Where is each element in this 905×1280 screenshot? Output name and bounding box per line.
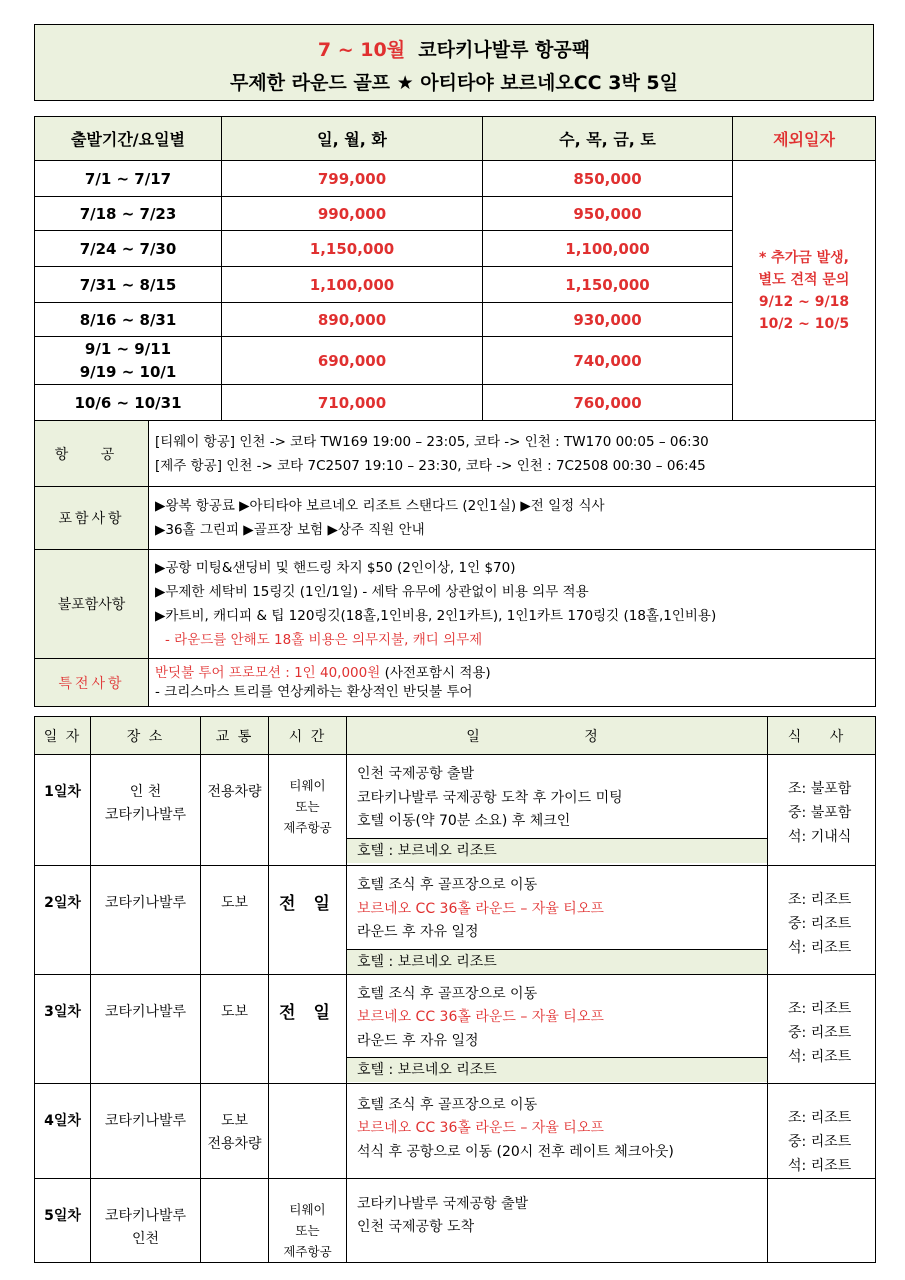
plan-line: 보르네오 CC 36홀 라운드 – 자율 티오프 — [357, 1120, 604, 1136]
price-header-weekday1: 일, 월, 화 — [222, 117, 483, 161]
price-period-text: 8/16 ~ 8/31 — [79, 310, 177, 329]
price-weekday2: 740,000 — [483, 337, 733, 385]
hotel-bar: 호텔 : 보르네오 리조트 — [347, 949, 767, 974]
price-weekday2: 930,000 — [483, 303, 733, 337]
schedule-day: 3일차 — [35, 974, 91, 1083]
exclusion-line: 9/12 ~ 9/18 — [758, 293, 850, 310]
plan-line: 코타키나발루 국제공항 출발 — [357, 1195, 529, 1212]
plan-line: 라운드 후 자유 일정 — [357, 924, 479, 940]
plan-line: 인천 국제공항 도착 — [357, 1219, 475, 1235]
price-period — [35, 337, 222, 385]
schedule-row — [35, 866, 876, 975]
plan-line: 호텔 조식 후 골프장으로 이동 — [357, 1096, 538, 1113]
plan-line: 호텔 조식 후 골프장으로 이동 — [357, 985, 538, 1002]
special-condition: (사전포함시 적용) — [380, 664, 491, 681]
transport-line: 전용차량 — [207, 1135, 262, 1152]
time-line: 제주항공 — [283, 820, 332, 835]
meal-line: 조: 불포함 — [788, 781, 852, 797]
schedule-transport — [201, 1178, 269, 1262]
price-weekday1: 1,150,000 — [222, 231, 483, 267]
sched-header-plan: 일 정 — [347, 717, 768, 755]
exclude-line: ▶카트비, 캐디피 & 팁 120링깃(18홀,1인비용, 2인1카트), 1인1카트 170링깃 (18홀,1인비용) — [155, 608, 717, 624]
price-period-text: 7/24 ~ 7/30 — [79, 239, 177, 258]
special-line-2: - 크리스마스 트리를 연상케하는 환상적인 반딧불 투어 — [155, 683, 473, 700]
place-line: 인 천 — [129, 784, 162, 800]
sched-header-time: 시 간 — [269, 717, 347, 755]
schedule-meal — [768, 866, 876, 975]
include-line: ▶왕복 항공료 ▶아티타야 보르네오 리조트 스탠다드 (2인1실) ▶전 일정 식사 — [155, 498, 605, 514]
price-weekday1: 890,000 — [222, 303, 483, 337]
price-weekday2: 760,000 — [483, 385, 733, 421]
meal-line: 석: 리조트 — [788, 1048, 852, 1065]
meal-line: 조: 리조트 — [788, 1000, 852, 1017]
schedule-transport — [201, 1083, 269, 1178]
special-label: 특전사항 — [35, 659, 149, 707]
time-line: 또는 — [295, 1222, 320, 1238]
schedule-day: 2일차 — [35, 866, 91, 975]
schedule-time — [269, 1178, 347, 1262]
title-line-1 — [35, 35, 873, 62]
sched-header-day: 일 자 — [35, 717, 91, 755]
flight-line-jeju: [제주 항공] 인천 -> 코타 7C2507 19:10 – 23:30, 코타 -> 인천 : 7C2508 00:30 – 06:45 — [155, 457, 706, 474]
special-content — [149, 659, 876, 707]
meal-line: 조: 리조트 — [788, 1109, 852, 1126]
transport-line: 전용차량 — [207, 784, 262, 800]
schedule-place — [91, 974, 201, 1083]
special-line-1 — [155, 664, 875, 683]
price-weekday1: 690,000 — [222, 337, 483, 385]
schedule-place — [91, 1178, 201, 1262]
plan-line: 라운드 후 자유 일정 — [357, 1032, 479, 1049]
meal-line: 중: 불포함 — [788, 805, 852, 821]
exclusion-line: 별도 견적 문의 — [758, 271, 850, 288]
transport-line: 도보 — [220, 1112, 249, 1129]
meal-line: 석: 기내식 — [788, 829, 852, 845]
sched-header-transport: 교 통 — [201, 717, 269, 755]
schedule-plan — [347, 974, 768, 1083]
meal-line: 중: 리조트 — [788, 1024, 852, 1041]
flight-label: 항 공 — [35, 421, 149, 487]
schedule-plan — [347, 1083, 768, 1178]
price-header-exclusion: 제외일자 — [733, 117, 876, 161]
title-line-2: 무제한 라운드 골프 ★ 아티타야 보르네오CC 3박 5일 — [229, 72, 679, 94]
price-row — [35, 161, 876, 197]
plan-lines — [347, 866, 767, 949]
schedule-day: 5일차 — [35, 1178, 91, 1262]
exclude-label: 불포함사항 — [35, 550, 149, 659]
meal-line: 석: 리조트 — [788, 940, 852, 956]
schedule-plan — [347, 1178, 768, 1262]
price-weekday1: 799,000 — [222, 161, 483, 197]
plan-lines — [347, 1084, 767, 1169]
exclusion-dates — [733, 161, 876, 421]
schedule-transport — [201, 755, 269, 866]
exclude-note: - 라운드를 안해도 18홀 비용은 의무지불, 캐디 의무제 — [165, 632, 483, 648]
place-line: 코타키나발루 — [104, 1207, 187, 1224]
plan-lines — [347, 755, 767, 838]
sched-header-meal: 식 사 — [768, 717, 876, 755]
time-line: 또는 — [295, 799, 320, 814]
schedule-meal — [768, 974, 876, 1083]
meal-line: 조: 리조트 — [788, 892, 852, 908]
price-period — [35, 267, 222, 303]
transport-line: 도보 — [220, 1003, 249, 1020]
price-weekday1: 710,000 — [222, 385, 483, 421]
exclusion-line: 10/2 ~ 10/5 — [758, 315, 850, 332]
price-weekday1: 990,000 — [222, 197, 483, 231]
exclude-line: ▶무제한 세탁비 15링깃 (1인/1일) - 세탁 유무에 상관없이 비용 의무 적용 — [155, 584, 589, 600]
time-line: 전 일 — [279, 894, 336, 914]
info-table — [34, 420, 876, 707]
schedule-transport — [201, 974, 269, 1083]
price-period — [35, 161, 222, 197]
schedule-meal — [768, 1178, 876, 1262]
schedule-place — [91, 1083, 201, 1178]
plan-line: 코타키나발루 국제공항 도착 후 가이드 미팅 — [357, 789, 623, 806]
plan-line: 보르네오 CC 36홀 라운드 – 자율 티오프 — [357, 1009, 604, 1025]
price-period-text: 9/1 ~ 9/11 — [84, 339, 172, 358]
schedule-row — [35, 974, 876, 1083]
schedule-day: 4일차 — [35, 1083, 91, 1178]
time-line: 티웨이 — [289, 1201, 326, 1217]
plan-line: 보르네오 CC 36홀 라운드 – 자율 티오프 — [357, 900, 604, 917]
price-weekday2: 1,150,000 — [483, 267, 733, 303]
title-box — [34, 24, 874, 101]
schedule-time — [269, 755, 347, 866]
transport-line: 도보 — [220, 895, 249, 911]
price-table — [34, 116, 876, 421]
meal-line: 중: 리조트 — [788, 916, 852, 932]
place-line: 코타키나발루 — [104, 807, 187, 823]
plan-lines — [347, 975, 767, 1058]
flight-content — [149, 421, 876, 487]
hotel-bar: 호텔 : 보르네오 리조트 — [347, 838, 767, 863]
schedule-time — [269, 866, 347, 975]
include-label: 포함사항 — [35, 487, 149, 550]
plan-line: 인천 국제공항 출발 — [357, 766, 475, 782]
flight-line-tway: [티웨이 항공] 인천 -> 코타 TW169 19:00 – 23:05, 코타 -> 인천 : TW170 00:05 – 06:30 — [155, 433, 709, 450]
time-line: 전 일 — [279, 1002, 336, 1023]
schedule-table — [34, 716, 876, 1263]
schedule-row — [35, 1083, 876, 1178]
schedule-day: 1일차 — [35, 755, 91, 866]
schedule-plan — [347, 755, 768, 866]
plan-lines — [347, 1179, 767, 1251]
schedule-meal — [768, 1083, 876, 1178]
place-line: 코타키나발루 — [104, 895, 187, 911]
include-line: ▶36홀 그린피 ▶골프장 보험 ▶상주 직원 안내 — [155, 522, 425, 538]
schedule-transport — [201, 866, 269, 975]
price-period — [35, 303, 222, 337]
meal-line: 중: 리조트 — [788, 1133, 852, 1150]
price-period-text: 10/6 ~ 10/31 — [74, 393, 182, 412]
price-weekday2: 850,000 — [483, 161, 733, 197]
place-line: 코타키나발루 — [104, 1003, 187, 1020]
time-line: 제주항공 — [283, 1243, 332, 1259]
price-period — [35, 385, 222, 421]
hotel-bar: 호텔 : 보르네오 리조트 — [347, 1057, 767, 1082]
price-weekday1: 1,100,000 — [222, 267, 483, 303]
exclude-line: ▶공항 미팅&샌딩비 및 핸드링 차지 $50 (2인이상, 1인 $70) — [155, 560, 516, 576]
schedule-row — [35, 1178, 876, 1262]
price-period-text: 9/19 ~ 10/1 — [79, 362, 177, 381]
price-period — [35, 197, 222, 231]
price-period-text: 7/18 ~ 7/23 — [79, 204, 177, 223]
schedule-place — [91, 755, 201, 866]
plan-line: 호텔 조식 후 골프장으로 이동 — [357, 877, 538, 893]
schedule-meal — [768, 755, 876, 866]
exclusion-line: * 추가금 발생, — [758, 249, 849, 266]
title-months: 7 ~ 10월 — [317, 39, 406, 61]
price-header-period: 출발기간/요일별 — [35, 117, 222, 161]
special-promo: 반딧불 투어 프로모션 : 1인 40,000원 — [155, 664, 381, 681]
sched-header-place: 장 소 — [91, 717, 201, 755]
place-line: 인천 — [131, 1230, 160, 1247]
schedule-time — [269, 974, 347, 1083]
schedule-time — [269, 1083, 347, 1178]
price-weekday2: 1,100,000 — [483, 231, 733, 267]
schedule-plan — [347, 866, 768, 975]
time-line: 티웨이 — [289, 778, 326, 793]
price-period-text: 7/31 ~ 8/15 — [79, 275, 177, 294]
price-period-text: 7/1 ~ 7/17 — [84, 169, 172, 188]
place-line: 코타키나발루 — [104, 1112, 187, 1129]
include-content — [149, 487, 876, 550]
title-product: 코타키나발루 항공팩 — [418, 39, 591, 61]
schedule-row — [35, 755, 876, 866]
price-period — [35, 231, 222, 267]
price-weekday2: 950,000 — [483, 197, 733, 231]
plan-line: 석식 후 공항으로 이동 (20시 전후 레이트 체크아웃) — [357, 1143, 674, 1160]
price-header-weekday2: 수, 목, 금, 토 — [483, 117, 733, 161]
meal-line: 석: 리조트 — [788, 1157, 852, 1174]
exclude-content — [149, 550, 876, 659]
schedule-place — [91, 866, 201, 975]
plan-line: 호텔 이동(약 70분 소요) 후 체크인 — [357, 813, 571, 829]
